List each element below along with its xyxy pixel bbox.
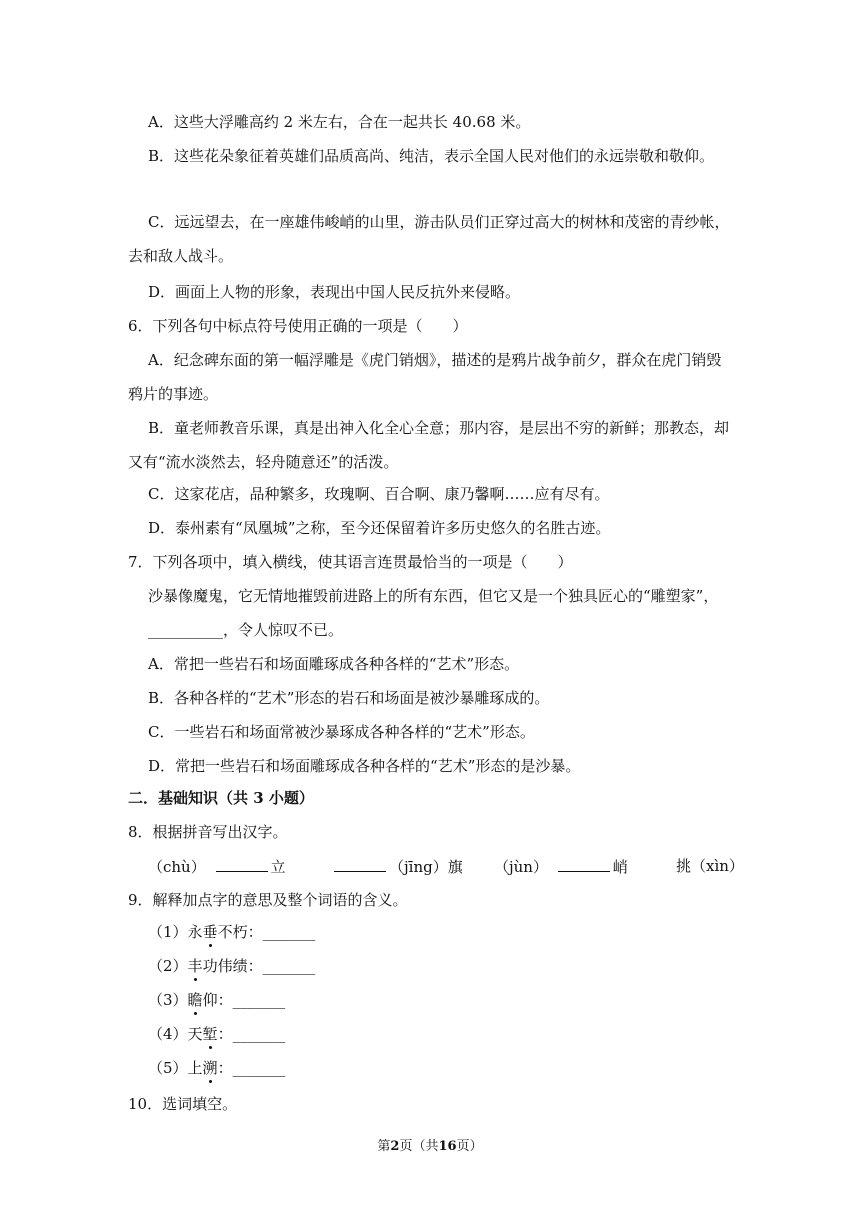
q9-item-1-suffix: 不朽： [217,923,263,941]
q7-option-c: C．一些岩石和场面常被沙暴琢成各种各样的“艺术”形态。 [148,723,535,741]
footer-middle: 页（共 [399,1139,439,1154]
q9-item-3-suffix: 仰： [202,991,233,1009]
q7-option-b: B．各种各样的“艺术”形态的岩石和场面是被沙暴雕琢成的。 [148,689,550,707]
q9-item-1-prefix: （1）永 [148,923,203,941]
q9-item-4-prefix: （4）天 [148,1025,203,1043]
footer-total-pages: 16 [438,1139,457,1154]
q9-item-4 [148,1024,285,1044]
q9-item-1-blank[interactable]: _______ [262,923,316,941]
q8-item-4-pinyin: （xìn） [691,857,744,875]
q7-passage-line2: __________，令人惊叹不已。 [148,621,344,639]
footer-prefix: 第 [377,1139,391,1154]
q9-item-4-suffix: ： [217,1025,233,1043]
q9-stem: 9．解释加点字的意思及整个词语的含义。 [128,891,408,909]
q9-item-3 [148,990,285,1010]
footer-suffix: 页） [456,1139,483,1154]
q9-item-5-dotted-char: 溯 [202,1059,218,1077]
q5-option-c-line2: 去和敌人战斗。 [128,247,234,265]
q9-item-1-dotted-char: 垂 [202,923,218,941]
q9-item-4-blank[interactable]: _______ [232,1025,286,1043]
q8-item-1-pinyin: （chù） [148,858,206,876]
q6-stem: 6．下列各句中标点符号使用正确的一项是（ ） [128,317,468,335]
q8-item-3 [494,856,628,877]
q10-stem: 10．选词填空。 [128,1095,238,1113]
q6-option-c: C．这家花店，品种繁多，玫瑰啊、百合啊、康乃馨啊……应有尽有。 [148,485,610,503]
q9-item-2-suffix: 功伟绩： [202,957,263,975]
q6-option-a-line1: A．纪念碑东面的第一幅浮雕是《虎门销烟》，描述的是鸦片战争前夕，群众在虎门销毁 [148,351,722,369]
q8-item-2-pinyin: （jīng） [389,858,448,876]
q8-item-2 [334,856,463,877]
q6-option-b-line1: B．童老师教音乐课，真是出神入化全心全意；那内容，是层出不穷的新鲜；那教态，却 [148,419,730,437]
q8-item-3-pinyin: （jùn） [494,858,548,876]
q9-item-4-dotted-char: 堑 [202,1025,218,1043]
q8-item-2-char: 旗 [447,858,463,876]
q5-option-a: A．这些大浮雕高约 2 米左右，合在一起共长 40.68 米。 [148,113,531,131]
q7-option-a: A．常把一些岩石和场面雕琢成各种各样的“艺术”形态。 [148,655,520,673]
q7-passage-line1: 沙暴像魔鬼，它无情地摧毁前进路上的所有东西，但它又是一个独具匠心的“雕塑家”， [148,587,719,605]
q9-item-2-prefix: （2） [148,957,188,975]
q8-item-2-blank[interactable] [334,856,386,872]
q6-option-b-line2: 又有“流水淡然去，轻舟随意还”的活泼。 [128,453,399,471]
q9-item-3-prefix: （3） [148,991,188,1009]
q9-item-3-dotted-char: 瞻 [187,991,203,1009]
q8-item-3-char: 峭 [612,858,628,876]
q8-item-3-blank[interactable] [558,856,610,872]
q9-item-3-blank[interactable]: _______ [232,991,286,1009]
footer-page-number: 2 [390,1139,400,1154]
q7-option-d: D．常把一些岩石和场面雕琢成各种各样的“艺术”形态的是沙暴。 [148,757,581,775]
q6-option-d: D．泰州素有“凤凰城”之称，至今还保留着许多历史悠久的名胜古迹。 [148,519,611,537]
q9-item-5-suffix: ： [217,1059,233,1077]
q9-item-5 [148,1058,285,1078]
q9-item-2-dotted-char: 丰 [187,957,203,975]
q9-item-5-prefix: （5）上 [148,1059,203,1077]
q9-item-5-blank[interactable]: _______ [232,1059,286,1077]
q8-stem: 8．根据拼音写出汉字。 [128,823,288,841]
page-footer [0,1138,860,1156]
q6-option-a-line2: 鸦片的事迹。 [128,385,219,403]
q8-item-4 [676,856,744,876]
q8-item-1-char: 立 [270,858,286,876]
q9-item-2-blank[interactable]: _______ [262,957,316,975]
q8-item-4-char: 挑 [676,857,692,875]
q8-item-1 [148,856,286,877]
q9-item-2 [148,956,315,976]
q5-option-c-line1: C．远远望去，在一座雄伟峻峭的山里，游击队员们正穿过高大的树林和茂密的青纱帐， [148,213,730,231]
q5-option-b: B．这些花朵象征着英雄们品质高尚、纯洁，表示全国人民对他们的永远崇敬和敬仰。 [148,147,715,165]
q8-item-1-blank[interactable] [216,856,268,872]
q7-stem: 7．下列各项中，填入横线，使其语言连贯最恰当的一项是（ ） [128,553,573,571]
section-2-heading: 二．基础知识（共 3 小题） [128,789,314,807]
q9-item-1 [148,922,315,942]
q5-option-d: D．画面上人物的形象，表现出中国人民反抗外来侵略。 [148,283,521,301]
